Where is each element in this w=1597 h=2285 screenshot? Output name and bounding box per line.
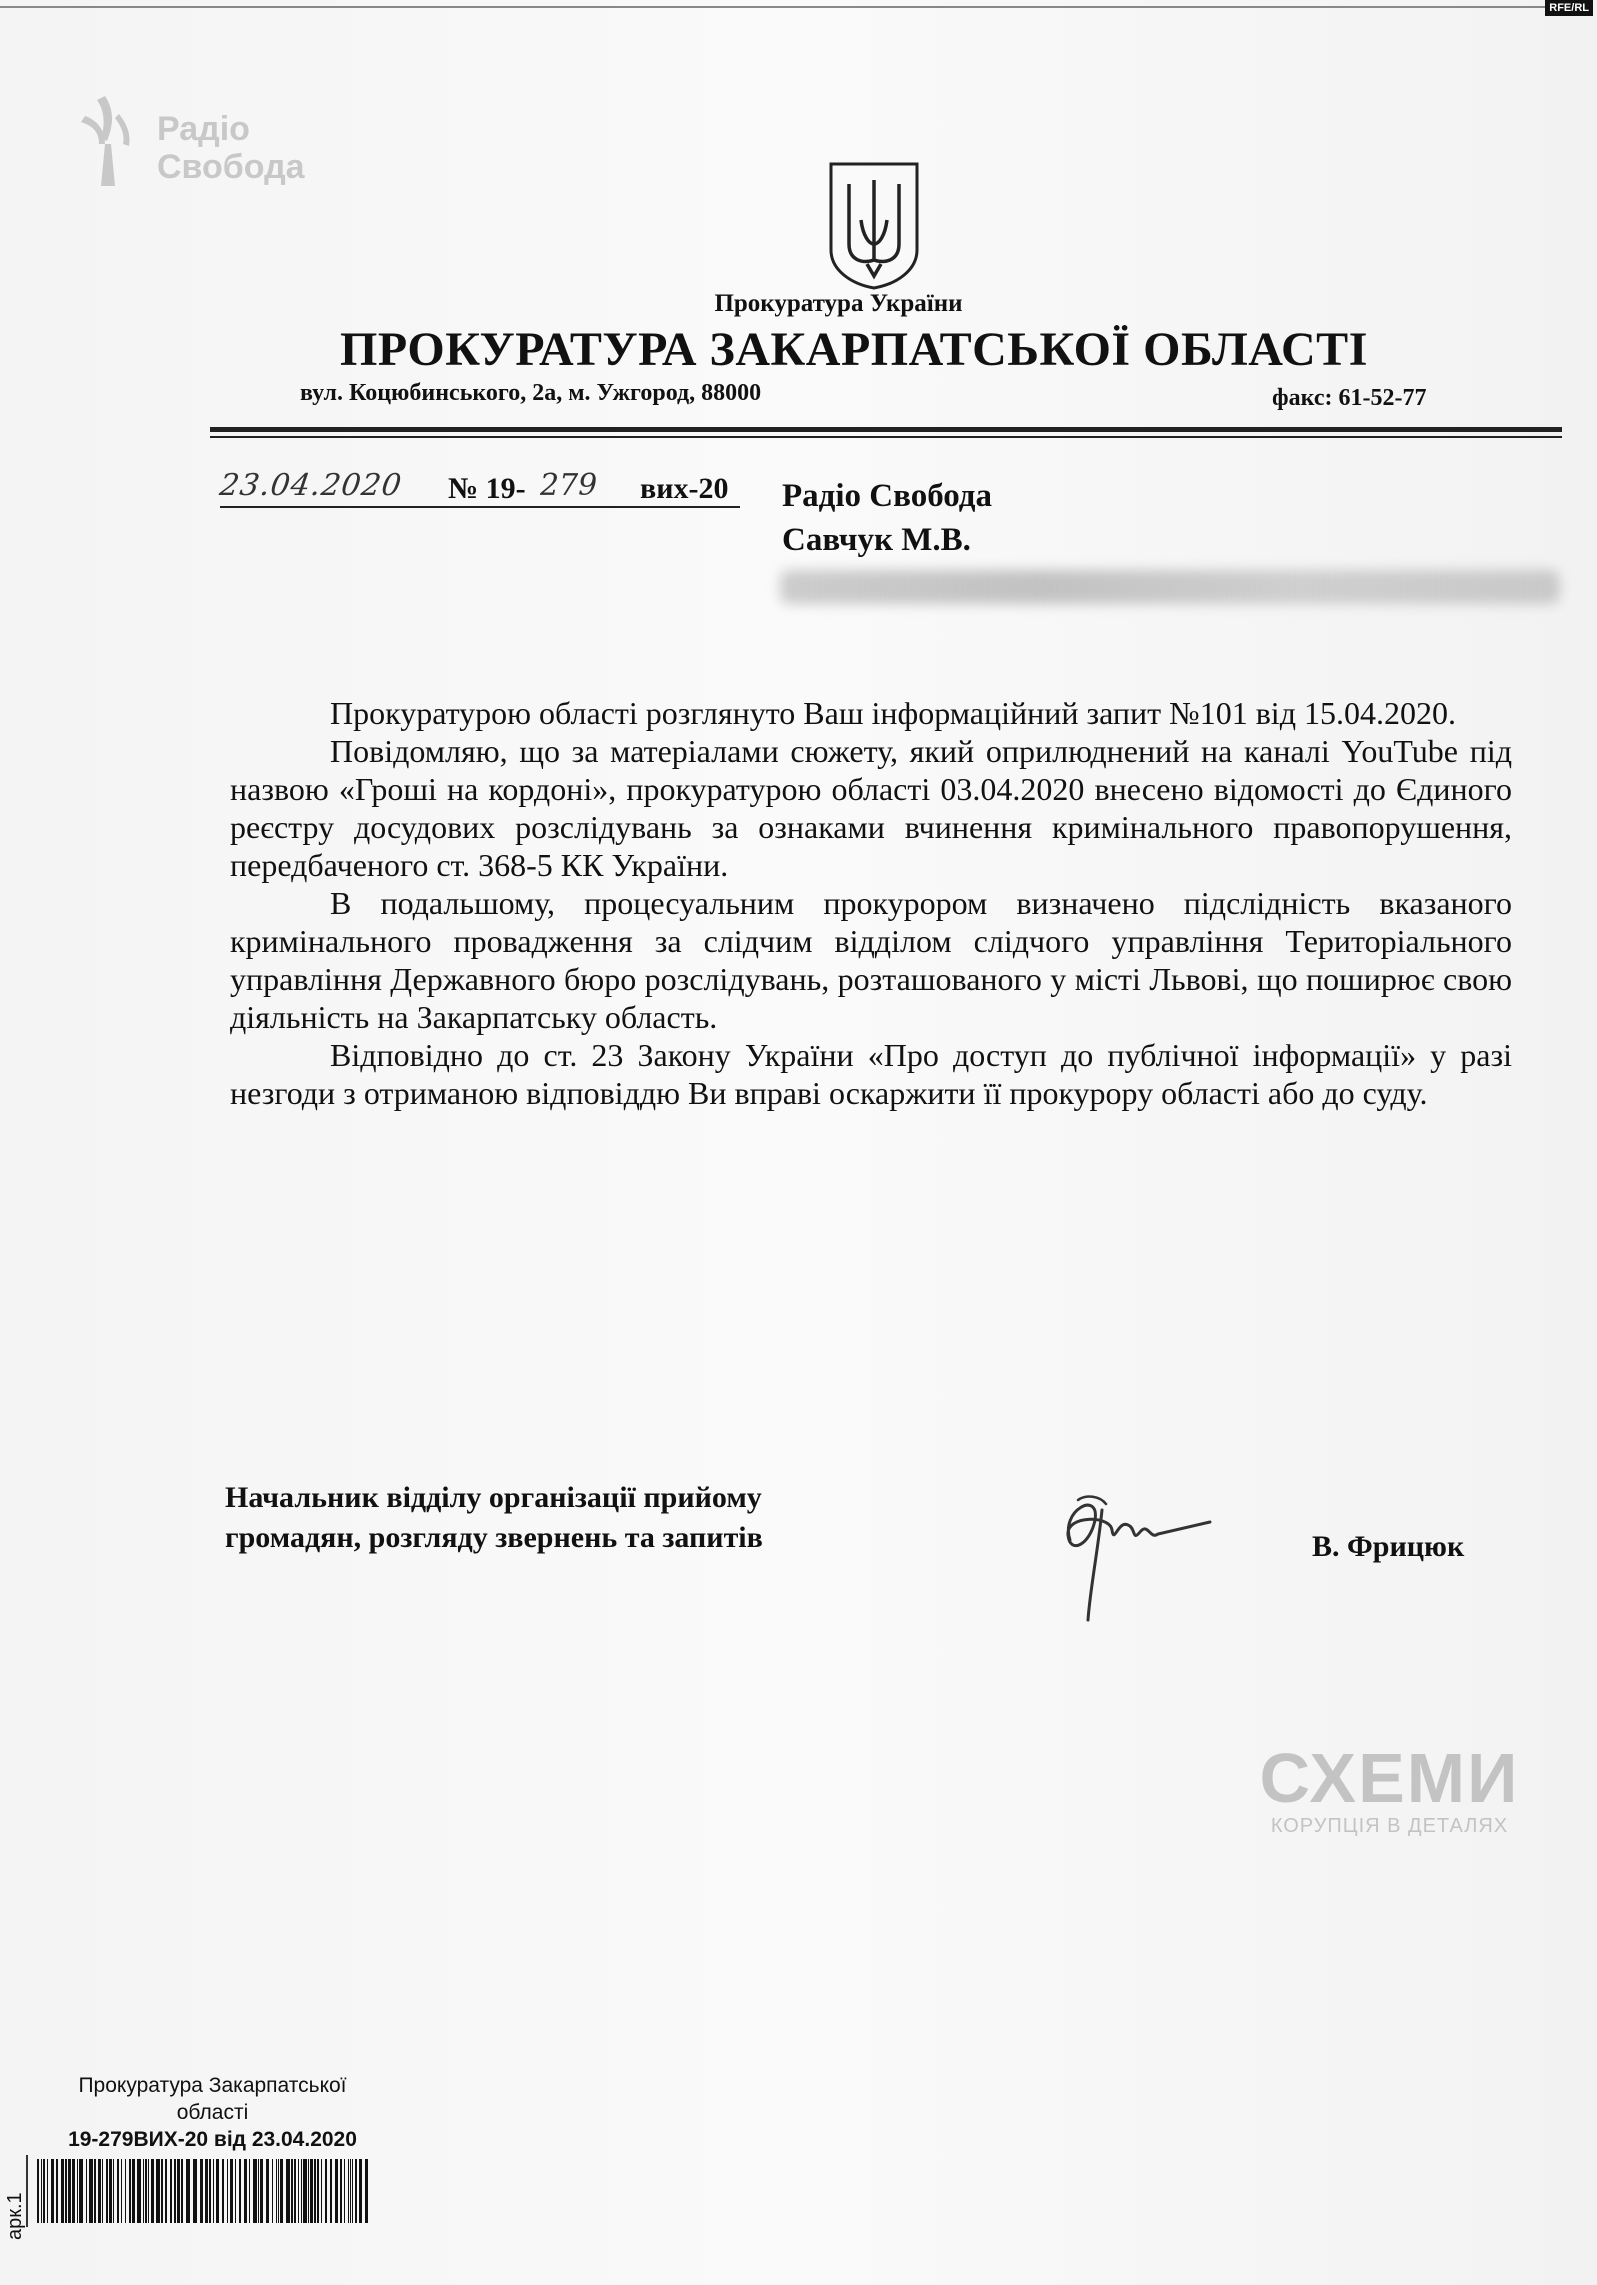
registration-date-handwritten: 23.04.2020 xyxy=(217,468,405,503)
redacted-contact xyxy=(780,570,1560,604)
barcode-bar xyxy=(205,2159,208,2223)
organization-address: вул. Коцюбинського, 2а, м. Ужгород, 88000 xyxy=(300,380,762,406)
barcode-bar xyxy=(193,2159,197,2223)
barcode-bar xyxy=(325,2159,327,2223)
barcode-bar xyxy=(47,2159,48,2223)
barcode-bar xyxy=(109,2159,112,2223)
scan-edge-line xyxy=(0,6,1565,8)
barcode-bar xyxy=(291,2159,293,2223)
barcode-bar xyxy=(156,2159,160,2223)
paragraph-3: В подальшому, процесуальним прокурором визначено підслідність вказаного кримінального провадження за слідчим відділом слідчого управління Територіального управління Державного бюро розслідувань, розташованого у місті Львові, що поширює свою діяльність на Закарпатську область. xyxy=(230,885,1512,1035)
barcode-bar xyxy=(213,2159,214,2223)
barcode-bar xyxy=(330,2159,332,2223)
barcode-bar xyxy=(216,2159,219,2223)
barcode-bar xyxy=(56,2159,58,2223)
organization-fax: факс: 61-52-77 xyxy=(1272,385,1427,411)
signatory-title-line1: Начальник відділу організації прийому xyxy=(225,1481,762,1514)
registration-suffix: вих-20 xyxy=(640,472,729,505)
barcode-bar xyxy=(129,2159,131,2223)
shemy-watermark-logo xyxy=(1247,1739,1532,1837)
barcode-bar xyxy=(253,2159,257,2223)
barcode-bar xyxy=(37,2159,39,2223)
signatory-title xyxy=(225,1478,763,1558)
paragraph-2: Повідомляю, що за матеріалами сюжету, який оприлюднений на каналі YouTube під назвою «Гроші на кордоні», прокуратурою області 03.04.2020 внесено відомості до Єдиного реєстру досудових розслідувань за ознаками вчинення кримінального правопорушення, передбаченого ст. 368-5 КК України. xyxy=(230,733,1512,883)
signer-name: В. Фрицюк xyxy=(1312,1530,1465,1563)
barcode-bar xyxy=(239,2159,241,2223)
barcode-bar xyxy=(94,2159,96,2223)
barcode-bar xyxy=(308,2159,309,2223)
barcode-bar xyxy=(321,2159,322,2223)
barcode-bar xyxy=(121,2159,122,2223)
sheet-number: арк.1 xyxy=(4,2192,26,2240)
barcode-bar xyxy=(145,2159,147,2223)
shemy-logo-tagline: КОРУПЦІЯ В ДЕТАЛЯХ xyxy=(1270,1815,1509,1837)
barcode-bar xyxy=(260,2159,263,2223)
barcode-bar xyxy=(310,2159,313,2223)
radio-svoboda-watermark-logo xyxy=(75,86,335,196)
barcode-bar xyxy=(348,2159,349,2223)
barcode-bar xyxy=(314,2159,316,2223)
barcode-bar xyxy=(177,2159,180,2223)
barcode-bar xyxy=(106,2159,108,2223)
paragraph-4: Відповідно до ст. 23 Закону України «Про доступ до публічної інформації» у разі незгоди з отриманою відповіддю Ви вправі оскаржити її прокурору області або до суду. xyxy=(230,1037,1512,1111)
barcode-bar xyxy=(365,2159,368,2223)
barcode-bar xyxy=(117,2159,119,2223)
registration-underline xyxy=(220,506,740,508)
barcode-bar xyxy=(65,2159,67,2223)
barcode xyxy=(35,2157,373,2225)
paragraph-1: Прокуратурою області розглянуто Ваш інформаційний запит №101 від 15.04.2020. xyxy=(330,695,1456,731)
barcode-bar xyxy=(51,2159,54,2223)
recipient-block xyxy=(782,474,992,562)
watermark-line1: Радіо xyxy=(157,110,250,148)
parent-organization: Прокуратура України xyxy=(714,290,963,317)
barcode-bar xyxy=(186,2159,190,2223)
barcode-bar xyxy=(294,2159,296,2223)
stamp-line1: Прокуратура Закарпатської xyxy=(78,2074,347,2097)
stamp-line2: області xyxy=(176,2101,249,2124)
barcode-bar xyxy=(272,2159,273,2223)
watermark-line2: Свобода xyxy=(157,148,305,186)
barcode-bar xyxy=(151,2159,154,2223)
barcode-bar xyxy=(278,2159,279,2223)
barcode-bar xyxy=(209,2159,211,2223)
trident-emblem-icon xyxy=(827,160,921,290)
signatory-title-line2: громадян, розгляду звернень та запитів xyxy=(225,1521,763,1554)
barcode-bar xyxy=(350,2159,351,2223)
barcode-bar xyxy=(200,2159,203,2223)
barcode-bar xyxy=(113,2159,114,2223)
barcode-bar xyxy=(170,2159,172,2223)
header-rule-thin xyxy=(210,436,1562,438)
rferl-badge: RFE/RL xyxy=(1545,0,1593,16)
registration-line xyxy=(217,468,740,508)
barcode-bar xyxy=(286,2159,290,2223)
barcode-bar xyxy=(280,2159,283,2223)
barcode-bar xyxy=(222,2159,224,2223)
recipient-line1: Радіо Свобода xyxy=(782,478,993,514)
barcode-bar xyxy=(355,2159,357,2223)
barcode-bar xyxy=(41,2159,42,2223)
stamp-reg-number: 19-279ВИХ-20 від 23.04.2020 xyxy=(68,2128,357,2151)
recipient-line2: Савчук М.В. xyxy=(782,522,971,558)
barcode-bar xyxy=(317,2159,319,2223)
barcode-bar xyxy=(79,2159,83,2223)
barcode-bar xyxy=(235,2159,236,2223)
registration-stamp xyxy=(55,2072,370,2153)
barcode-bar xyxy=(249,2159,250,2223)
barcode-bar xyxy=(266,2159,269,2223)
barcode-bar xyxy=(352,2159,353,2223)
barcode-bar xyxy=(143,2159,144,2223)
radio-svoboda-icon xyxy=(75,86,153,196)
barcode-bar xyxy=(227,2159,228,2223)
barcode-bar xyxy=(276,2159,277,2223)
barcode-bar xyxy=(72,2159,75,2223)
barcode-bar xyxy=(359,2159,362,2223)
barcode-bar xyxy=(61,2159,64,2223)
barcode-bar xyxy=(230,2159,233,2223)
header-rule-thick xyxy=(210,427,1562,432)
barcode-bar xyxy=(43,2159,45,2223)
organization-name: ПРОКУРАТУРА ЗАКАРПАТСЬКОЇ ОБЛАСТІ xyxy=(340,323,1368,376)
barcode-bar xyxy=(298,2159,299,2223)
shemy-logo-title: СХЕМИ xyxy=(1259,1739,1520,1817)
barcode-bar xyxy=(301,2159,302,2223)
registration-number-handwritten: 279 xyxy=(540,468,598,503)
barcode-bar xyxy=(181,2159,183,2223)
barcode-bar xyxy=(161,2159,163,2223)
letter-body xyxy=(230,694,1512,1112)
barcode-bar xyxy=(258,2159,259,2223)
barcode-bar xyxy=(132,2159,135,2223)
registration-number-prefix: № 19- xyxy=(448,472,526,505)
barcode-bar xyxy=(86,2159,87,2223)
barcode-bar xyxy=(335,2159,338,2223)
barcode-bar xyxy=(125,2159,126,2223)
barcode-bar xyxy=(137,2159,141,2223)
barcode-bar xyxy=(174,2159,176,2223)
barcode-bar xyxy=(148,2159,149,2223)
barcode-bar xyxy=(165,2159,167,2223)
handwritten-signature xyxy=(1040,1470,1220,1630)
barcode-bar xyxy=(303,2159,307,2223)
barcode-bar xyxy=(98,2159,101,2223)
barcode-bar xyxy=(244,2159,247,2223)
barcode-bar xyxy=(77,2159,78,2223)
barcode-bar xyxy=(89,2159,93,2223)
barcode-bar xyxy=(344,2159,345,2223)
barcode-bar xyxy=(68,2159,71,2223)
barcode-bar xyxy=(340,2159,342,2223)
barcode-bar xyxy=(102,2159,103,2223)
